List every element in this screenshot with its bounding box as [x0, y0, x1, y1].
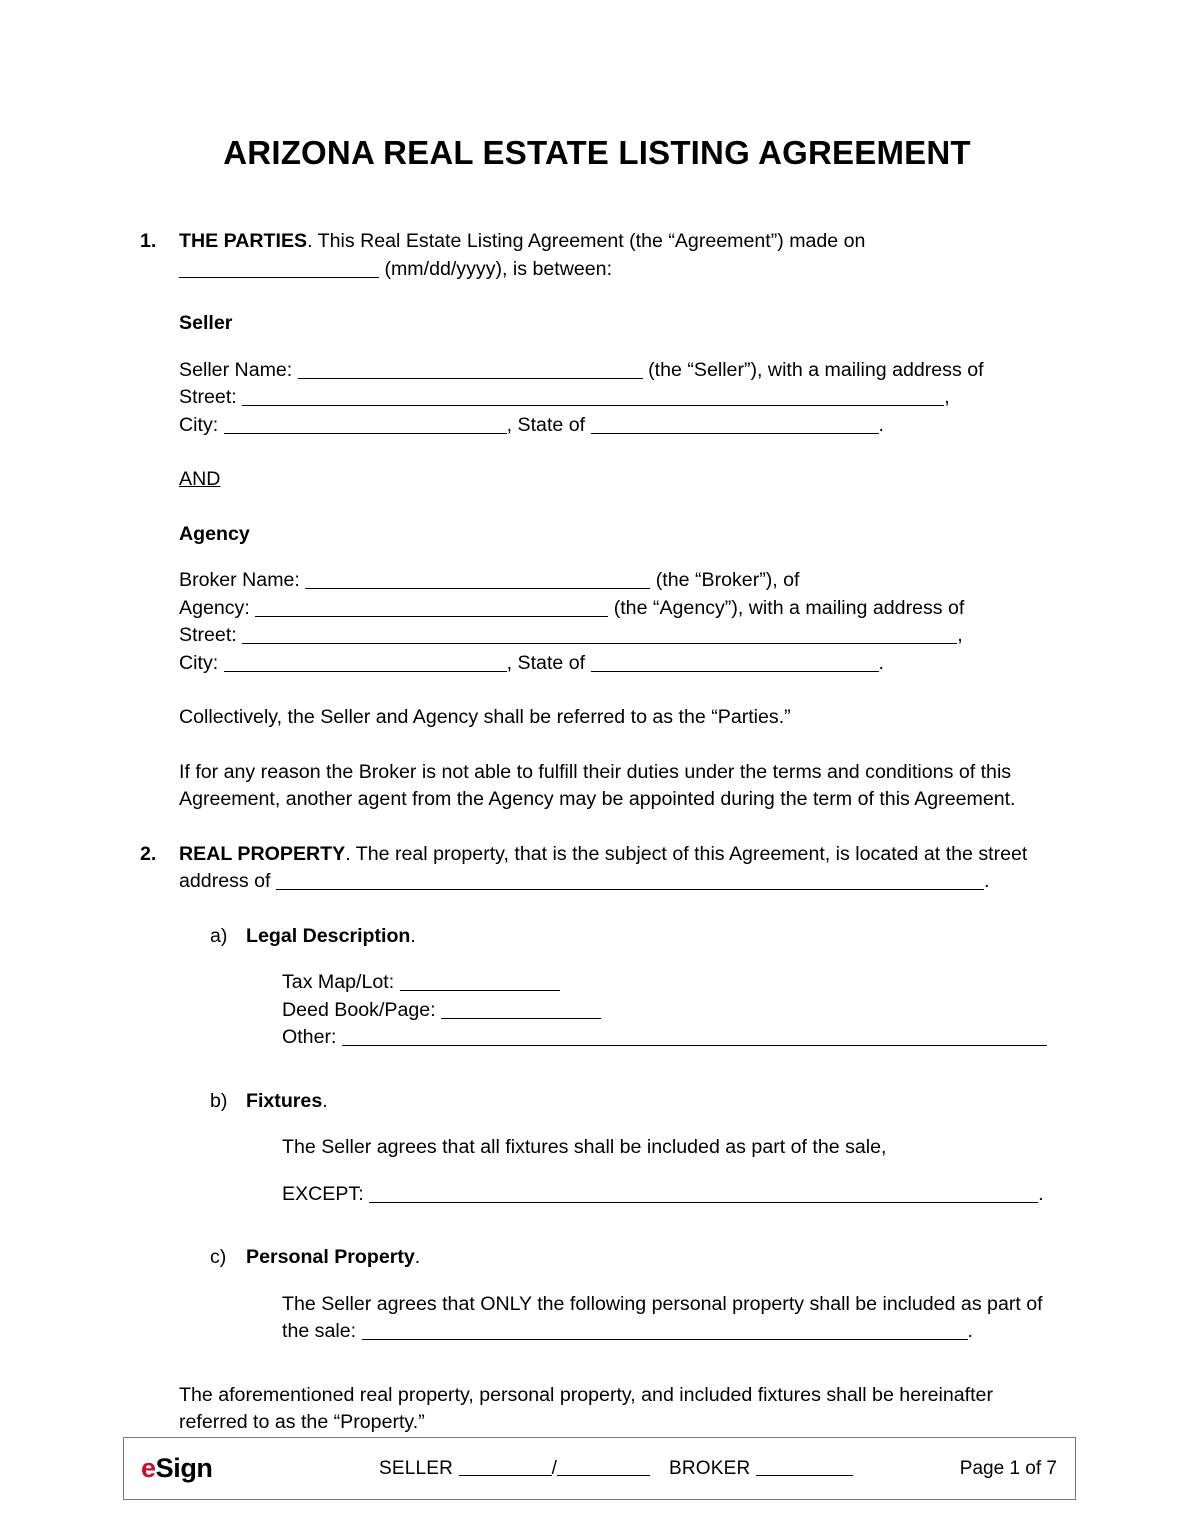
page-footer	[123, 1437, 1076, 1500]
footer-broker-initials	[669, 1458, 853, 1480]
clause-heading-parties: THE PARTIES	[179, 230, 308, 252]
personal-property-body	[282, 1291, 1055, 1346]
seller-city-row	[179, 412, 1055, 440]
fixtures-except-suffix: .	[1038, 1182, 1044, 1205]
clause-body-2	[179, 841, 1055, 896]
broker-name-label: Broker Name:	[179, 569, 300, 591]
seller-street-field[interactable]	[242, 388, 944, 406]
page-title: ARIZONA REAL ESTATE LISTING AGREEMENT	[223, 134, 971, 171]
subitem-body-c	[246, 1244, 1055, 1346]
agency-name-field[interactable]	[255, 599, 608, 617]
footer-seller-label: SELLER	[379, 1457, 454, 1479]
subitem-body-a	[246, 923, 1055, 1052]
deed-book-field[interactable]	[441, 1001, 601, 1019]
agency-name-label: Agency:	[179, 596, 250, 619]
broker-name-row	[179, 567, 1055, 595]
clause-number-1: 1.	[140, 230, 157, 252]
tax-map-row	[282, 969, 1055, 997]
footer-broker-label: BROKER	[669, 1457, 751, 1479]
property-definition-paragraph: The aforementioned real property, personal property, and included fixtures shall be hereinafter referred to as the “Property.”	[179, 1383, 993, 1433]
collectively-paragraph: Collectively, the Seller and Agency shall be referred to as the “Parties.”	[179, 706, 791, 728]
personal-property-body-text: The Seller agrees that ONLY the following personal property shall be included as part of the sale:	[282, 1292, 1043, 1342]
subitem-title-legal-description: Legal Description	[246, 924, 411, 947]
broker-name-suffix: (the “Broker”), of	[655, 569, 800, 591]
document-body	[140, 228, 1055, 1437]
personal-property-suffix: .	[967, 1320, 973, 1342]
subitem-title-suffix-b: .	[322, 1089, 328, 1112]
agreement-date-format: (mm/dd/yyyy), is between:	[384, 257, 613, 280]
agency-heading: Agency	[179, 522, 250, 545]
other-legal-label: Other:	[282, 1026, 337, 1048]
esign-logo-text: Sign	[155, 1453, 213, 1483]
subitem-title-personal-property: Personal Property	[246, 1246, 415, 1268]
broker-substitution-paragraph: If for any reason the Broker is not able to fulfill their duties under the terms and conditions of this Agreement, another agent from the Agency may be appointed during the term of this Agreement.	[179, 760, 1016, 810]
subitem-marker-b: b)	[210, 1089, 228, 1112]
clause-the-parties	[140, 228, 1055, 283]
footer-broker-initial-field[interactable]	[756, 1460, 853, 1476]
agency-city-row	[179, 650, 1055, 678]
seller-state-field[interactable]	[591, 416, 879, 434]
seller-street-row	[179, 384, 1055, 412]
broker-name-field[interactable]	[305, 571, 650, 589]
footer-seller-initial-field-1[interactable]	[459, 1460, 552, 1476]
clause-intro-parties: . This Real Estate Listing Agreement (the “Agreement”) made on	[307, 230, 866, 252]
agreement-date-field[interactable]	[179, 260, 379, 278]
seller-name-row	[179, 357, 1055, 385]
subitem-title-fixtures: Fixtures	[246, 1089, 323, 1112]
fixtures-except-row	[282, 1181, 1055, 1209]
clause-number-2: 2.	[140, 842, 157, 865]
clause-body-1	[179, 228, 1055, 283]
clause-intro-real-property: . The real property, that is the subject of this Agreement, is located at the street address of	[179, 842, 1028, 892]
seller-city-label: City:	[179, 413, 219, 436]
seller-heading: Seller	[179, 312, 233, 334]
deed-book-label: Deed Book/Page:	[282, 998, 436, 1021]
subitem-personal-property	[210, 1244, 1055, 1346]
subitem-marker-c: c)	[210, 1246, 227, 1268]
agency-state-field[interactable]	[591, 654, 879, 672]
and-label: AND	[179, 468, 221, 490]
fixtures-except-label: EXCEPT:	[282, 1182, 364, 1205]
agency-name-row	[179, 595, 1055, 623]
seller-city-separator: , State of	[506, 413, 586, 436]
clause-real-property	[140, 841, 1055, 896]
footer-seller-initial-field-2[interactable]	[557, 1460, 650, 1476]
subitem-legal-description	[210, 923, 1055, 1052]
other-legal-field[interactable]	[342, 1028, 1047, 1046]
agency-name-suffix: (the “Agency”), with a mailing address of	[613, 596, 965, 619]
subitem-title-suffix-a: .	[410, 924, 416, 947]
seller-block	[179, 310, 1055, 814]
seller-name-suffix: (the “Seller”), with a mailing address of	[648, 358, 984, 381]
subitem-body-b	[246, 1088, 1055, 1209]
agency-city-separator: , State of	[506, 651, 586, 674]
subitem-title-suffix-c: .	[414, 1246, 421, 1268]
fixtures-body-text: The Seller agrees that all fixtures shall be included as part of the sale,	[282, 1136, 887, 1158]
seller-city-field[interactable]	[224, 416, 507, 434]
footer-page-number: Page 1 of 7	[959, 1457, 1057, 1479]
seller-name-label: Seller Name:	[179, 358, 293, 381]
personal-property-field[interactable]	[362, 1322, 968, 1340]
agency-city-suffix: .	[878, 651, 884, 674]
clause-heading-real-property: REAL PROPERTY	[179, 842, 346, 865]
fixtures-except-field[interactable]	[369, 1185, 1038, 1203]
agency-street-field[interactable]	[242, 626, 957, 644]
esign-logo	[141, 1453, 213, 1484]
seller-name-field[interactable]	[298, 361, 643, 379]
subitem-fixtures	[210, 1088, 1055, 1209]
seller-city-suffix: .	[878, 413, 884, 436]
and-row	[179, 466, 1055, 494]
property-street-address-field[interactable]	[276, 872, 984, 890]
subitem-marker-a: a)	[210, 924, 228, 947]
agency-street-label: Street:	[179, 624, 237, 646]
seller-street-label: Street:	[179, 386, 237, 408]
deed-book-row	[282, 997, 1055, 1025]
agency-street-suffix: ,	[957, 624, 963, 646]
seller-street-suffix: ,	[944, 386, 950, 408]
esign-logo-e: e	[141, 1453, 156, 1483]
agency-city-label: City:	[179, 651, 219, 674]
footer-initial-slash: /	[551, 1457, 558, 1479]
footer-seller-initials	[379, 1458, 650, 1480]
property-street-address-suffix: .	[983, 870, 990, 892]
tax-map-label: Tax Map/Lot:	[282, 971, 395, 993]
agency-city-field[interactable]	[224, 654, 507, 672]
tax-map-field[interactable]	[400, 973, 560, 991]
agency-street-row	[179, 622, 1055, 650]
other-legal-row	[282, 1024, 1055, 1052]
